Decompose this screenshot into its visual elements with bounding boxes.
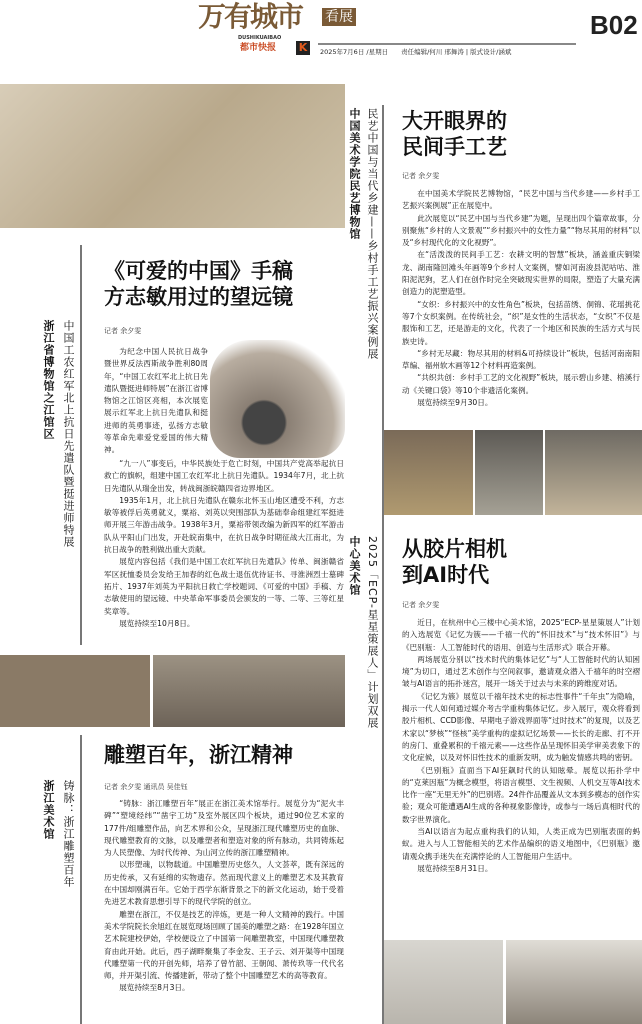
- paragraph: “九一八”事变后，中华民族处于危亡时刻，中国共产党高举起抗日救亡的旗帜，组建中国工农红军北上抗日先遣队。1934年7月，北上抗日先遣队从瑞金出发，转战闽浙皖赣四省边界地区。: [104, 459, 344, 493]
- header-divider: [318, 43, 576, 45]
- headline: 雕塑百年，浙江精神: [104, 743, 293, 767]
- headline: 从胶片相机: [402, 537, 507, 561]
- paragraph: 展览持续至10月8日。: [119, 618, 195, 628]
- venue-label: 中国美术学院民艺博物馆: [348, 108, 361, 240]
- column-divider: [80, 735, 82, 1024]
- exhibition-label: 民艺中国与当代乡建——乡村手工艺振兴案例展: [366, 108, 379, 360]
- brand-pinyin: DUSHIKUAIBAO: [238, 35, 282, 41]
- paragraph: 展览持续至9月30日。: [417, 398, 493, 408]
- paragraph: 1935年1月，北上抗日先遣队在赣东北怀玉山地区遭受不利，方志敏等被俘后英勇就义，粟裕、刘英以突围部队为基础奉命组建红军挺进师开展三年游击战争。1938年3月，粟裕带领改编为新四军的红军游击队从平阳山门出发，开赴皖南集中，在抗日战争时期征战大江南北，为抗日战争的胜利做出重大贡献。: [104, 495, 344, 555]
- paragraph: 近日，在杭州中心三楼中心美术馆，2025“ECP-星星策展人”计划的入选展览《记忆为簇——千禧一代的“怀旧技术”与“技术怀旧”》与《巴别瓶：人工智能时代的语用、创造与生活形式》联合开幕。: [402, 618, 640, 652]
- paragraph: 展览持续至8月31日。: [417, 863, 493, 873]
- exhibition-label: 铸脉：浙江雕塑百年: [62, 780, 75, 888]
- dateline: 2025年7月6日 /星期日 责任编辑/何川 邢舞涛 | 版式设计/涵斌: [320, 48, 512, 56]
- article-body: [104, 346, 344, 646]
- exhibit-photo: [545, 430, 642, 515]
- paragraph: 在“活泼泼的民间手工艺：农耕文明的智慧”板块，涵盖重庆铜梁龙、湖南隆回滩头年画等9个乡村人文案例，譬如河南浚县泥咕咕、淮阳泥泥狗，艺人们在创作时完全突破现实世界的局限，塑造了大量充满创造力的泥塑造型。: [402, 250, 640, 297]
- sculpture-photo: [153, 655, 345, 727]
- column-divider: [382, 105, 384, 1024]
- headline: 到AI时代: [402, 563, 490, 587]
- headline: 方志敏用过的望远镜: [104, 285, 293, 309]
- paragraph: 以形塑魂，以物载道。中国雕塑历史悠久，人文荟萃，既有深远的历史传承，又有延绵的实物遗存。然而现代意义上的雕塑艺术及其教育在中国却刚满百年。它始于西学东渐背景之下的新文化运动，始于受着先进艺术教育思想引导下的现代学院的创立。: [104, 860, 344, 907]
- headline: 民间手工艺: [402, 135, 507, 159]
- headline: 《可爱的中国》手稿: [104, 259, 293, 283]
- page-number: B02: [590, 10, 638, 40]
- byline: 记者 余夕雯 通讯员 吴佳钰: [104, 783, 188, 791]
- article-body: [402, 617, 640, 927]
- brand-k-icon: K: [296, 41, 310, 55]
- article-body: [104, 798, 344, 1024]
- paragraph: 两场展览分别以“技术时代的集体记忆”与“人工智能时代的认知困境”为切口，通过艺术创作与空间叙事，邀请观众潜入千禧年的时空褶皱与AI语言的拓扑迷宫，展开一场关于过去与未来的跨维度对话。: [402, 654, 640, 689]
- exhibit-photo: [384, 430, 473, 515]
- masthead-logo: 万有城市: [198, 0, 303, 33]
- paragraph: 当AI以语言为起点重构我们的认知，人类正成为巴别瓶表面的蚂蚁。进入与人工智能相关的艺术作品编织的语义地图中，《巴别瓶》邀请观众携手迷失在充满悖论的人工智能用户生活中。: [402, 827, 640, 861]
- sculpture-photo: [0, 655, 150, 727]
- paragraph: 为纪念中国人民抗日战争暨世界反法西斯战争胜利80周年，“中国工农红军北上抗日先遣队暨挺进师特展”在浙江省博物馆之江馆区亮相，本次展览展示红军北上抗日先遣队和挺进师的英勇事迹，弘扬方志敏等革命先辈爱党爱国的伟大精神。: [104, 347, 208, 455]
- byline: 记者 余夕雯: [402, 601, 440, 609]
- venue-label: 中心美术馆: [348, 536, 361, 596]
- venue-label: 浙江美术馆: [42, 780, 55, 840]
- paragraph: 雕塑在浙江，不仅是技艺的淬炼，更是一种人文精神的践行。中国美术学院院长余旭红在展览现场回顾了国美的雕塑之路：在1928年国立艺术院建校伊始，学校便设立了中国第一间雕塑教室，中国现代雕塑教育由此开始。此后，西子湖畔聚集了李金发、王子云、刘开渠等中国现代雕塑第一代的开创先师，培养了曾竹韶、王朝闻、萧传玖等一代代名师，并开渠引流、传播建新，带动了整个中国雕塑艺术的高等教育。: [104, 909, 344, 981]
- manuscript-photo: [0, 84, 345, 228]
- venue-label: 浙江省博物馆之江馆区: [42, 320, 55, 440]
- paragraph: “女织：乡村振兴中的女性角色”板块，包括苗绣、侗锦、花瑶挑花等7个女织案例。在传统社会，“织”是女性的生活状态，“女织”不仅是服饰和工艺，还是游走的文化，代表了一个地区和民族的生活方式与民族史诗。: [402, 299, 640, 346]
- exhibition-label: 中国工农红军北上抗日先遣队暨挺进师特展: [62, 320, 75, 548]
- byline: 记者 余夕雯: [104, 327, 142, 335]
- paragraph: “铸脉：浙江雕塑百年”展正在浙江美术馆举行。展览分为“泥火丰碑”“塑境经纬”“凿宇工坊”及室外展区四个板块，通过90位艺术家的177件/组雕塑作品，向艺术界和公众，呈现浙江现代雕塑历史的血脉、现代雕塑教育的文脉，以及雕塑者和塑造对象的所有脉动，共同铸炼起为人民塑像、为时代传神、为山河立传的浙江雕塑精神。: [104, 799, 344, 858]
- paragraph: “共织共创：乡村手工艺的文化视野”板块，展示碧山乡建、榕溪行动《关键口袋》等10个非遗活化案例。: [402, 373, 640, 395]
- brand-name: 都市快报: [240, 43, 277, 53]
- paragraph: 展览持续至8月3日。: [119, 983, 190, 993]
- article-body: [402, 188, 640, 426]
- byline: 记者 余夕雯: [402, 172, 440, 180]
- exhibition-label: 2025「ECP-星星策展人」计划双展: [366, 536, 379, 729]
- exhibit-photo: [506, 940, 642, 1024]
- paragraph: 《记忆为簇》展览以千禧年技术史的标志性事件“千年虫”为隐喻，揭示一代人如何通过媒介考古学重构集体记忆。步入展厅，观众将看到胶片相机、CCD影像、早期电子游戏界面等“过时技术”的复现，以及艺术家以“梦核”“怪核”美学重构的虚拟记忆场景——长长的走廊、打不开的房门、重叠累积的千禧元素——这些作品呈现怀旧美学审美表象下的文化症候，以及对怀旧性技术的重新发明，成为触发情感共鸣的密钥。: [402, 691, 640, 763]
- column-divider: [80, 245, 82, 645]
- paragraph: “乡村无尽藏：物尽其用的材料&可持续设计”板块，包括河南南阳草编、福州软木画等12个材料再造案例。: [402, 348, 640, 371]
- paragraph: 展览内容包括《我们是中国工农红军抗日先遣队》传单、闽浙赣省军区抚恤委员会发给王加春的红色战士退伍优待证书、寻淮洲烈士墓碑拓片、1937年刘英为平阳抗日救亡学校题词、《可爱的中国》手稿、方志敏使用的望远镜、中央革命军事委员会颁发的一等、二等、三等红星奖章等。: [104, 557, 344, 616]
- exhibit-photo: [475, 430, 543, 515]
- section-tag: 看展: [322, 8, 356, 26]
- exhibit-photo: [384, 940, 503, 1024]
- paragraph: 《巴别瓶》直面当下AI狂飙时代的认知眩晕。展览以拓扑学中的“克莱因瓶”为概念模型，将语言模型、文生视频、人机交互等AI技术比作一座“无里无外”的巴别塔。24件作品覆盖从文本到多模态的创作实验；观众可能遭遇AI生成的各种视象影像诗，或参与一场后真相时代的数字世界演化。: [402, 765, 640, 824]
- paragraph: 此次展览以“民艺中国与当代乡建”为题，呈现出四个篇章故事，分别聚焦“乡村的人文景观”“乡村振兴中的女性力量”“物尽其用的材料”以及“乡村现代化的文化视野”。: [402, 213, 640, 248]
- headline: 大开眼界的: [402, 109, 507, 133]
- paragraph: 在中国美术学院民艺博物馆，“民艺中国与当代乡建——乡村手工艺振兴案例展”正在展览中。: [402, 189, 640, 211]
